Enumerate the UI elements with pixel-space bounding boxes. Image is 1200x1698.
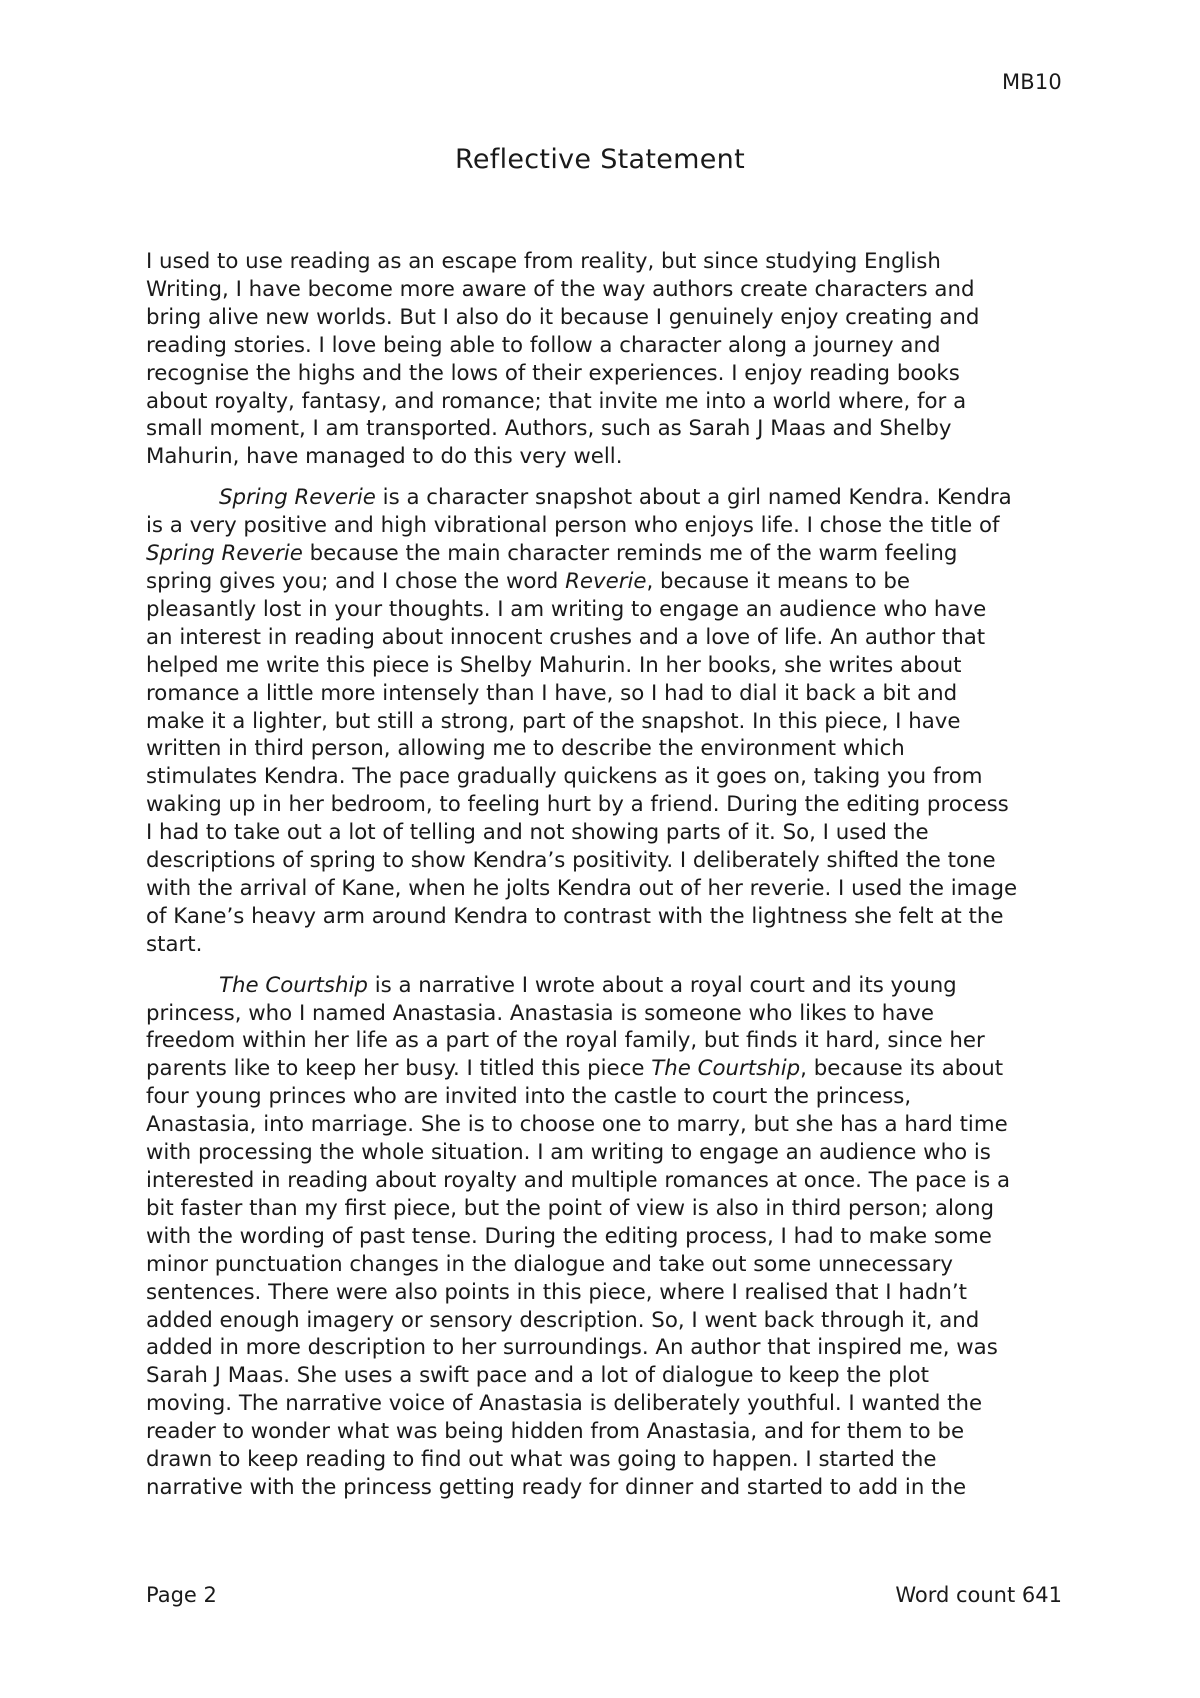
text-run: , because it means to be	[646, 568, 910, 594]
text-run: parents like to keep her busy. I titled this piece	[146, 1056, 652, 1082]
text-line: with the arrival of Kane, when he jolts Kendra out of her reverie. I used the image	[146, 875, 1018, 901]
text-line: about royalty, fantasy, and romance; that invite me into a world where, for a	[146, 388, 967, 414]
page-title: Reflective Statement	[455, 144, 745, 175]
text-line: Writing, I have become more aware of the way authors create characters and	[146, 276, 975, 302]
text-line: bit faster than my first piece, but the point of view is also in third person; along	[146, 1195, 995, 1221]
text-line	[146, 972, 1066, 1000]
text-line: added enough imagery or sensory description. So, I went back through it, and	[146, 1307, 980, 1333]
text-line: romance a little more intensely than I have, so I had to dial it back a bit and	[146, 680, 958, 706]
text-line: with processing the whole situation. I am writing to engage an audience who is	[146, 1140, 991, 1166]
text-run: because the main character reminds me of the warm feeling	[302, 541, 958, 567]
paragraph-1	[146, 248, 1066, 471]
text-line: pleasantly lost in your thoughts. I am writing to engage an audience who have	[146, 596, 987, 622]
text-line: is a very positive and high vibrational person who enjoys life. I chose the title of	[146, 513, 1000, 539]
text-line: descriptions of spring to show Kendra’s positivity. I deliberately shifted the tone	[146, 848, 996, 874]
text-line: bring alive new worlds. But I also do it because I genuinely enjoy creating and	[146, 304, 980, 330]
text-line: freedom within her life as a part of the royal family, but finds it hard, since her	[146, 1028, 985, 1054]
text-line: narrative with the princess getting ready for dinner and started to add in the	[146, 1474, 967, 1500]
paragraph-3	[146, 972, 1066, 1502]
text-line: of Kane’s heavy arm around Kendra to contrast with the lightness she felt at the	[146, 903, 1004, 929]
document-body	[146, 248, 1066, 1515]
text-line: drawn to keep reading to find out what was going to happen. I started the	[146, 1447, 937, 1473]
word-count: Word count 641	[895, 1583, 1062, 1607]
text-run: is a character snapshot about a girl named Kendra. Kendra	[375, 485, 1012, 511]
paragraph-2	[146, 484, 1066, 958]
text-run: , because its about	[800, 1056, 1004, 1082]
text-line: stimulates Kendra. The pace gradually quickens as it goes on, taking you from	[146, 764, 983, 790]
text-line: small moment, I am transported. Authors, such as Sarah J Maas and Shelby	[146, 416, 952, 442]
text-line: make it a lighter, but still a strong, part of the snapshot. In this piece, I have	[146, 708, 961, 734]
text-line: reader to wonder what was being hidden from Anastasia, and for them to be	[146, 1419, 965, 1445]
italic-title: Spring Reverie	[146, 541, 303, 567]
text-line	[146, 1055, 1066, 1083]
text-line: four young princes who are invited into the castle to court the princess,	[146, 1084, 912, 1110]
text-line: princess, who I named Anastasia. Anastasia is someone who likes to have	[146, 1000, 934, 1026]
italic-title: The Courtship	[651, 1056, 801, 1082]
text-line: interested in reading about royalty and multiple romances at once. The pace is a	[146, 1168, 1011, 1193]
text-run: spring gives you; and I chose the word	[146, 568, 566, 594]
text-line: helped me write this piece is Shelby Mahurin. In her books, she writes about	[146, 652, 962, 678]
text-line: I had to take out a lot of telling and not showing parts of it. So, I used the	[146, 820, 929, 846]
text-line: with the wording of past tense. During the editing process, I had to make some	[146, 1223, 992, 1249]
text-line: start.	[146, 931, 203, 957]
text-line: sentences. There were also points in this piece, where I realised that I hadn’t	[146, 1279, 968, 1305]
italic-title: The Courtship	[219, 972, 368, 998]
text-line	[146, 540, 1066, 568]
text-line: I used to use reading as an escape from reality, but since studying English	[146, 249, 941, 274]
text-line: Anastasia, into marriage. She is to choose one to marry, but she has a hard time	[146, 1112, 1008, 1138]
italic-word: Reverie	[565, 568, 647, 594]
header-code: MB10	[1001, 70, 1062, 94]
text-run: is a narrative I wrote about a royal court and its young	[367, 972, 957, 998]
text-line: written in third person, allowing me to describe the environment which	[146, 736, 905, 762]
text-line	[146, 568, 1066, 596]
text-line: an interest in reading about innocent crushes and a love of life. An author that	[146, 624, 986, 650]
text-line: recognise the highs and the lows of their experiences. I enjoy reading books	[146, 360, 960, 386]
page-number: Page 2	[146, 1583, 217, 1607]
text-line: moving. The narrative voice of Anastasia is deliberately youthful. I wanted the	[146, 1391, 983, 1417]
italic-title: Spring Reverie	[219, 485, 376, 511]
text-line	[146, 484, 1066, 512]
text-line: Sarah J Maas. She uses a swift pace and a lot of dialogue to keep the plot	[146, 1363, 929, 1389]
text-line: minor punctuation changes in the dialogue and take out some unnecessary	[146, 1251, 953, 1277]
text-line: Mahurin, have managed to do this very well.	[146, 444, 623, 470]
text-line: reading stories. I love being able to follow a character along a journey and	[146, 332, 941, 358]
text-line: added in more description to her surroundings. An author that inspired me, was	[146, 1335, 998, 1361]
text-line: waking up in her bedroom, to feeling hurt by a friend. During the editing process	[146, 792, 1009, 818]
